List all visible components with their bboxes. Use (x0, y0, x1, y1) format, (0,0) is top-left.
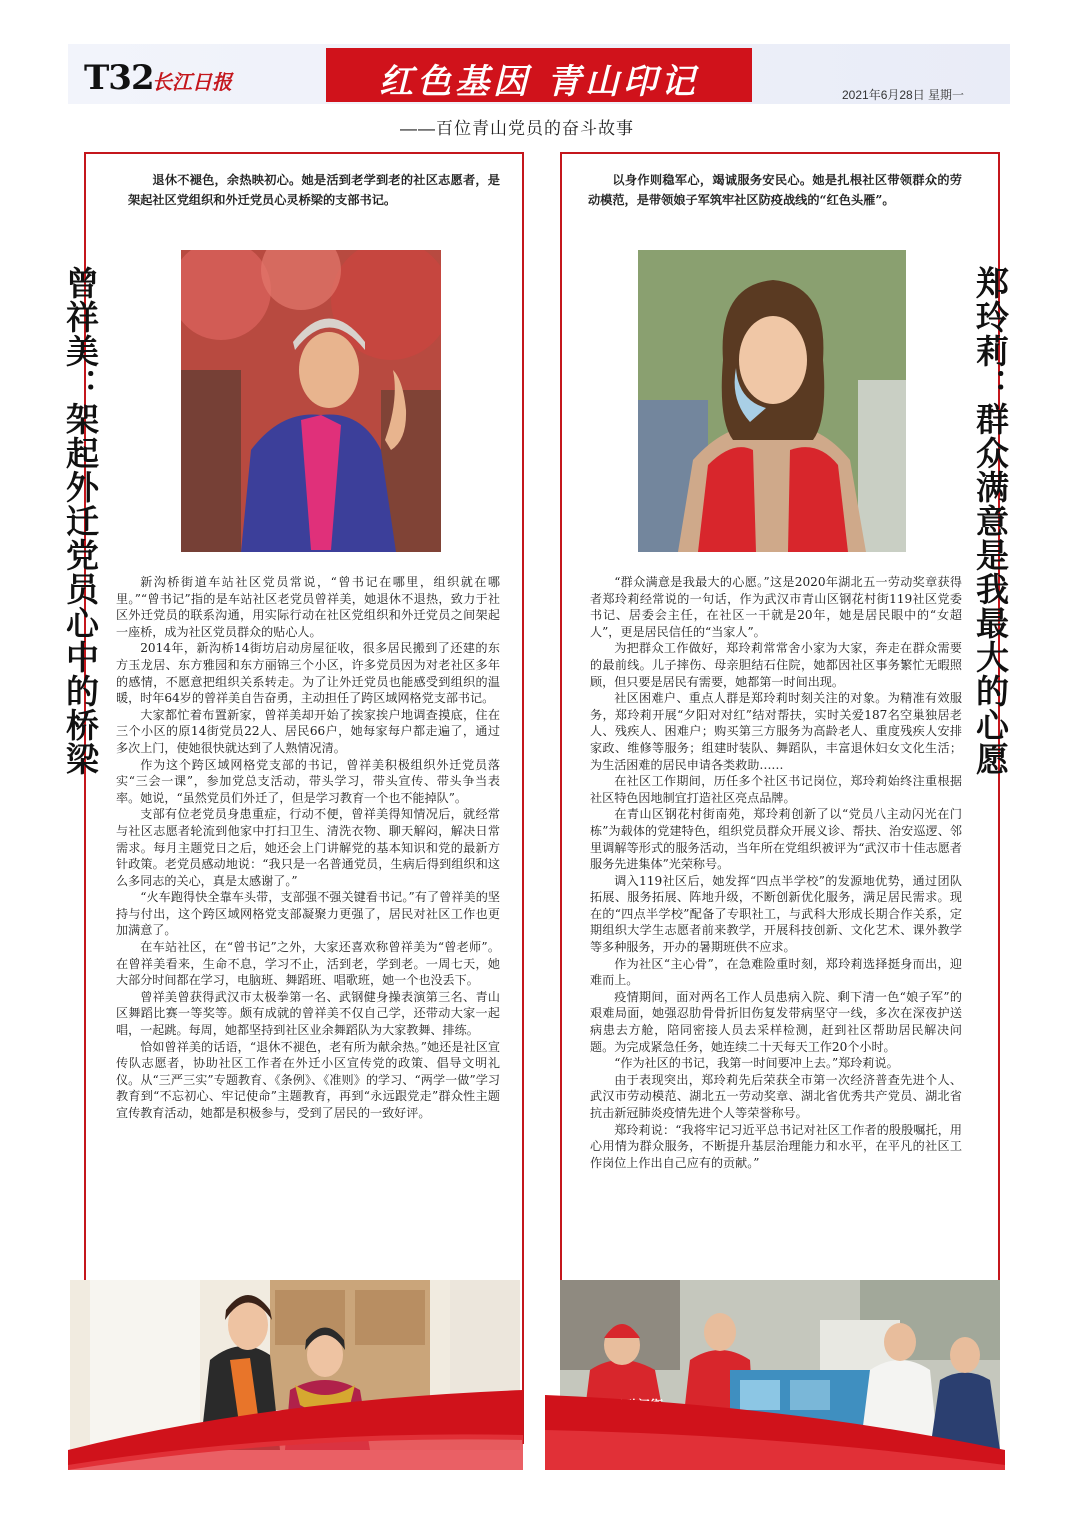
right-paragraph: 为把群众工作做好，郑玲莉常常舍小家为大家，奔走在群众需要的最前线。儿子摔伤、母亲胆结石住院，她都因社区事务繁忙无暇照顾，但只要是居民有需要，她都第一时间出现。 (590, 641, 962, 689)
right-paragraph: 在社区工作期间，历任多个社区书记岗位，郑玲莉始终注重根据社区特色因地制宜打造社区亮点品牌。 (590, 774, 962, 805)
newspaper-logo: 长江日报 (152, 70, 232, 94)
right-red-swoosh (545, 1395, 1005, 1470)
portrait-illustration-zeng (181, 250, 441, 552)
left-article-body (116, 574, 500, 1122)
left-article-intro: 退休不褪色，余热映初心。她是活到老学到老的社区志愿者，是架起社区党组织和外迁党员心灵桥梁的支部书记。 (128, 173, 500, 207)
portrait-photo-zeng (181, 250, 441, 552)
right-paragraph: 社区困难户、重点人群是郑玲莉时刻关注的对象。为精准有效服务，郑玲莉开展“夕阳对对红”结对帮扶，实时关爱187名空巢独居老人、残疾人、困难户；购买第三方服务为高龄老人、重度残疾人安排家政、维修等服务；组建时装队、舞蹈队，丰富退休妇女文化生活；为生活困难的居民申请各类救助…… (590, 691, 962, 772)
left-red-swoosh (68, 1390, 523, 1470)
right-paragraph: 调入119社区后，她发挥“四点半学校”的发源地优势，通过团队拓展、服务拓展、阵地升级，不断创新优化服务，满足居民需求。现在的“四点半学校”配备了专职社工，与武科大形成长期合作关系，定期组织大学生志愿者前来教学，开展科技创新、文化艺术、课外教学等多种服务，开办的暑期班供不应求。 (590, 873, 962, 955)
right-paragraph: 郑玲莉说：“我将牢记习近平总书记对社区工作者的殷殷嘱托，用心用情为群众服务，不断提升基层治理能力和水平，在平凡的社区工作岗位上作出自己应有的贡献。” (590, 1122, 962, 1170)
left-paragraph: 在车站社区，在“曾书记”之外，大家还喜欢称曾祥美为“曾老师”。在曾祥美看来，生命不息，学习不止，活到老，学到老。一周七天，她大部分时间都在学习，电脑班、舞蹈班、唱歌班，她一个也没丢下。 (116, 940, 500, 988)
right-paragraph: 疫情期间，面对两名工作人员患病入院、剩下清一色“娘子军”的艰难局面，她强忍肋骨骨折旧伤复发带病坚守一线，多次在深夜护送病患去方舱，陪同密接人员去采样检测，赶到社区帮助居民解决问题。为完成紧急任务，她连续二十天每天工作20个小时。 (590, 989, 962, 1054)
left-paragraph: 恰如曾祥美的话语，“退休不褪色，老有所为献余热。”她还是社区宣传队志愿者，协助社区工作者在外迁小区宣传党的政策、倡导文明礼仪。从“三严三实”专题教育、《条例》、《准则》的学习、“两学一做”学习教育到“不忘初心、牢记使命”主题教育，再到“永远跟党走”群众性主题宣传教育活动，她都是积极参与，受到了居民的一致好评。 (116, 1039, 500, 1120)
column-banner (326, 48, 752, 102)
column-banner-title: 红色基因 青山印记 (379, 62, 699, 102)
right-paragraph: 在青山区钢花村街南苑，郑玲莉创新了以“党员八主动闪光在门栋”为载体的党建特色，组织党员群众开展义诊、帮扶、治安巡逻、邻里调解等形式的服务活动，当年所在党组织被评为“武汉市十佳志愿者服务先进集体”光荣称号。 (590, 807, 962, 872)
page-number: T32 (84, 58, 154, 98)
right-paragraph: “群众满意是我最大的心愿。”这是2020年湖北五一劳动奖章获得者郑玲莉经常说的一句话，作为武汉市青山区钢花村街119社区党委书记、居委会主任，在社区一干就是20年，她是居民眼中的“女超人”，更是居民信任的“当家人”。 (590, 575, 962, 639)
right-article-body (590, 574, 962, 1171)
portrait-photo-zheng (638, 250, 906, 552)
right-article-headline: 郑玲莉：群众满意是我最大的心愿 (971, 266, 1010, 776)
right-paragraph: 作为社区“主心骨”，在急难险重时刻，郑玲莉选择挺身而出，迎难而上。 (590, 956, 962, 988)
left-paragraph: 新沟桥街道车站社区党员常说，“曾书记在哪里，组织就在哪里。”“曾书记”指的是车站社区老党员曾祥美，她退休不退热，致力于社区外迁党员的联系沟通，用实际行动在社区党组织和外迁党员之间架起一座桥，成为社区党员群众的贴心人。 (116, 575, 500, 639)
portrait-illustration-zheng (638, 250, 906, 552)
left-paragraph: 作为这个跨区域网格党支部的书记，曾祥美积极组织外迁党员落实“三会一课”，参加党总支活动，带头学习，带头宣传、带头争当表率。她说，“虽然党员们外迁了，但是学习教育一个也不能掉队”。 (116, 757, 500, 805)
column-subtitle: ——百位青山党员的奋斗故事 (400, 119, 634, 138)
left-paragraph: 2014年，新沟桥14街坊启动房屋征收，很多居民搬到了还建的东方玉龙居、东方雅园和东方丽锦三个小区，许多党员因为对老社区多年的感情，不愿意把组织关系转走。为了让外迁党员也能感受到组织的温暖，时年64岁的曾祥美自告奋勇，主动担任了跨区域网格党支部书记。 (116, 641, 500, 706)
left-paragraph: 曾祥美曾获得武汉市太极拳第一名、武钢健身操表演第三名、青山区舞蹈比赛一等奖等。颇有成就的曾祥美不仅自己学，还带动大家一起唱，一起跳。每周，她都坚持到社区业余舞蹈队为大家教舞、排练。 (116, 989, 500, 1038)
right-article-intro: 以身作则稳军心，竭诚服务安民心。她是扎根社区带领群众的劳动模范，是带领娘子军筑牢社区防疫战线的“红色头雁”。 (588, 173, 962, 207)
left-paragraph: 支部有位老党员身患重症，行动不便，曾祥美得知情况后，就经常与社区志愿者轮流到他家中打扫卫生、清洗衣物、聊天解闷，解决日常需求。每月主题党日之后，她还会上门讲解党的基本知识和党的最新方针政策。老党员感动地说：“我只是一名普通党员，生病后得到组织和这么多同志的关心，真是太感谢了。” (116, 807, 500, 888)
left-paragraph: “火车跑得快全靠车头带，支部强不强关键看书记。”有了曾祥美的坚持与付出，这个跨区域网格党支部凝聚力更强了，居民对社区工作也更加满意了。 (116, 890, 500, 938)
issue-date: 2021年6月28日 星期一 (842, 88, 965, 102)
left-paragraph: 大家都忙着布置新家，曾祥美却开始了挨家挨户地调查摸底，住在三个小区的原14街党员22人、居民66户，她每家每户都走遍了，通过多次上门，使她很快就达到了人熟情况清。 (116, 707, 500, 755)
right-paragraph: 由于表现突出，郑玲莉先后荣获全市第一次经济普查先进个人、武汉市劳动模范、湖北五一劳动奖章、湖北省优秀共产党员、湖北省抗击新冠肺炎疫情先进个人等荣誉称号。 (590, 1072, 962, 1120)
left-article-headline: 曾祥美：架起外迁党员心中的桥梁 (61, 266, 100, 776)
right-paragraph: “作为社区的书记，我第一时间要冲上去。”郑玲莉说。 (614, 1056, 899, 1071)
